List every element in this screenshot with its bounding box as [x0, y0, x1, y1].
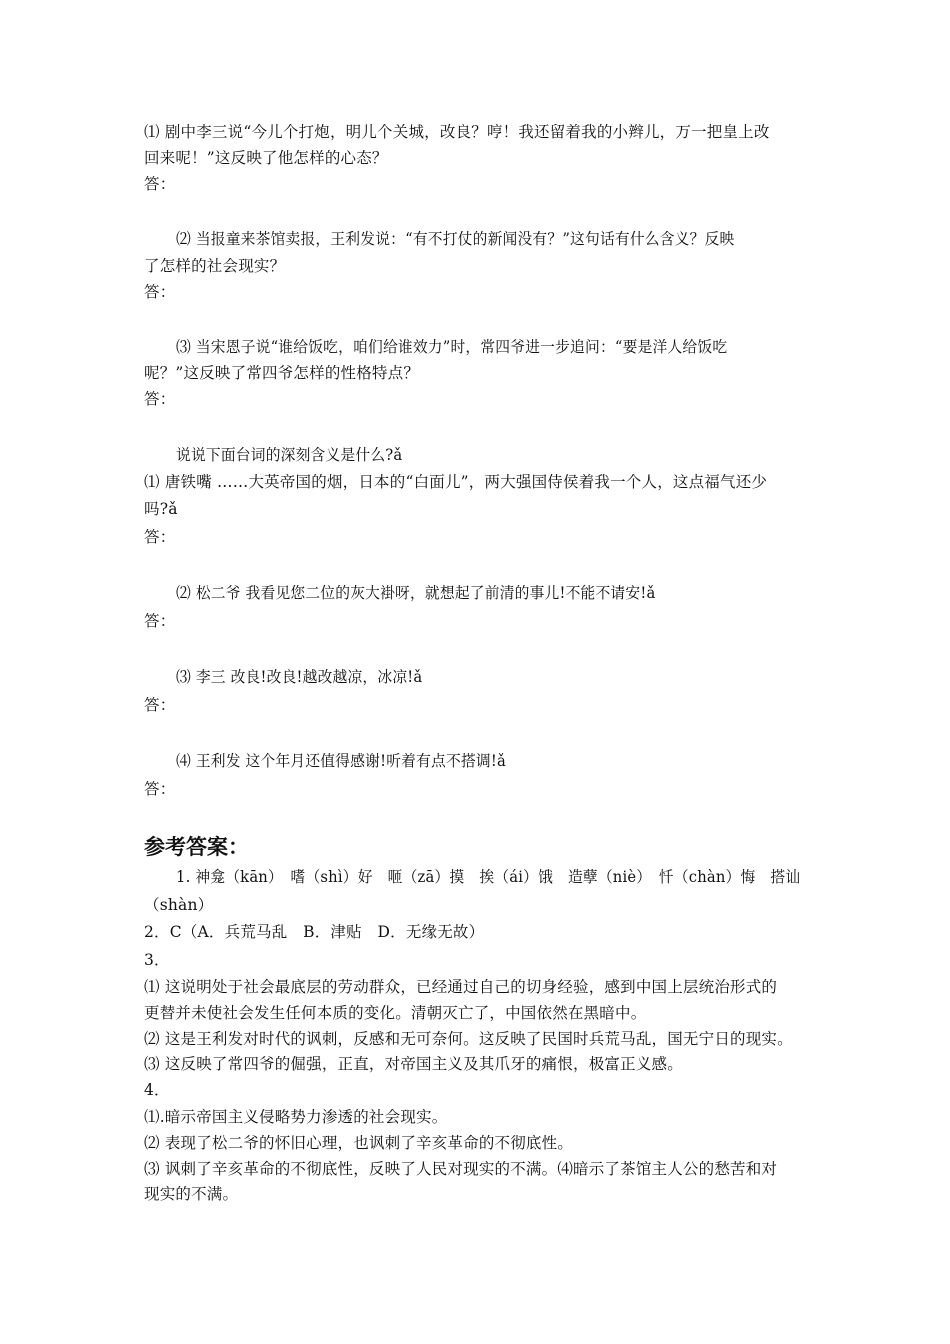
question-2-line-1: ⑵ 当报童来茶馆卖报，王利发说：“有不打仗的新闻没有？”这句话有什么含义？反映 [176, 230, 735, 248]
answer-4-item-3-line-2: 现实的不满。 [144, 1185, 239, 1203]
answer-3-item-3: ⑶ 这反映了常四爷的倔强，正直，对帝国主义及其爪牙的痛恨，极富正义感。 [144, 1055, 683, 1073]
dialogue-3: ⑶ 李三 改良!改良!越改越凉，冰凉!ǎ [176, 668, 423, 686]
answer-3-item-1-line-2: 更替并未使社会发生任何本质的变化。清朝灭亡了，中国依然在黑暗中。 [144, 1004, 647, 1022]
question-1-line-1: ⑴ 剧中李三说“今儿个打炮，明儿个关城，改良？哼！我还留着我的小辫儿，万一把皇上改 [144, 123, 770, 141]
answer-label: 答： [144, 696, 176, 714]
question-3-line-1: ⑶ 当宋恩子说“谁给饭吃，咱们给谁效力”时，常四爷进一步追问：“要是洋人给饭吃 [176, 338, 728, 356]
dialogue-2: ⑵ 松二爷 我看见您二位的灰大褂呀，就想起了前清的事儿!不能不请安!ǎ [176, 584, 656, 602]
answer-3-item-2: ⑵ 这是王利发对时代的讽刺，反感和无可奈何。这反映了民国时兵荒马乱，国无宁日的现实。 [144, 1030, 793, 1048]
question-2-line-2: 了怎样的社会现实？ [144, 257, 286, 275]
answer-2: 2．C（A．兵荒马乱 B．津贴 D．无缘无故） [144, 923, 485, 941]
question-3-line-2: 呢？”这反映了常四爷怎样的性格特点？ [144, 364, 420, 382]
answer-label: 答： [144, 390, 176, 408]
answer-label: 答： [144, 780, 176, 798]
answer-4-item-1: ⑴.暗示帝国主义侵略势力渗透的社会现实。 [144, 1108, 448, 1126]
question-1-line-2: 回来呢！”这反映了他怎样的心态？ [144, 149, 388, 167]
answer-4-label: 4． [144, 1081, 170, 1099]
answer-label: 答： [144, 528, 176, 546]
answer-3-item-1-line-1: ⑴ 这说明处于社会最底层的劳动群众，已经通过自己的切身经验，感到中国上层统治形式的 [144, 978, 778, 996]
dialogue-1-line-2: 吗?ǎ [144, 500, 178, 518]
answer-1-line-1: 1. 神龛（kān） 嗜（shì）好 咂（zā）摸 挨（ái）饿 造孽（niè） 忏（chàn）悔 搭讪 [176, 868, 801, 886]
dialogue-1-line-1: ⑴ 唐铁嘴 ……大英帝国的烟，日本的“白面儿”，两大强国侍侯着我一个人，这点福气还少 [144, 473, 768, 491]
answer-4-item-2: ⑵ 表现了松二爷的怀旧心理，也讽刺了辛亥革命的不彻底性。 [144, 1134, 574, 1152]
answer-1-line-2: （shàn） [144, 896, 214, 914]
answer-label: 答： [144, 175, 176, 193]
answer-label: 答： [144, 283, 176, 301]
answer-4-item-3-line-1: ⑶ 讽刺了辛亥革命的不彻底性，反映了人民对现实的不满。⑷暗示了茶馆主人公的愁苦和对 [144, 1160, 778, 1178]
section-prompt: 说说下面台词的深刻含义是什么?ǎ [176, 446, 403, 464]
dialogue-4: ⑷ 王利发 这个年月还值得感谢!听着有点不搭调!ǎ [176, 752, 506, 770]
answer-3-label: 3． [144, 951, 170, 969]
answers-heading: 参考答案： [144, 835, 249, 859]
answer-label: 答： [144, 612, 176, 630]
